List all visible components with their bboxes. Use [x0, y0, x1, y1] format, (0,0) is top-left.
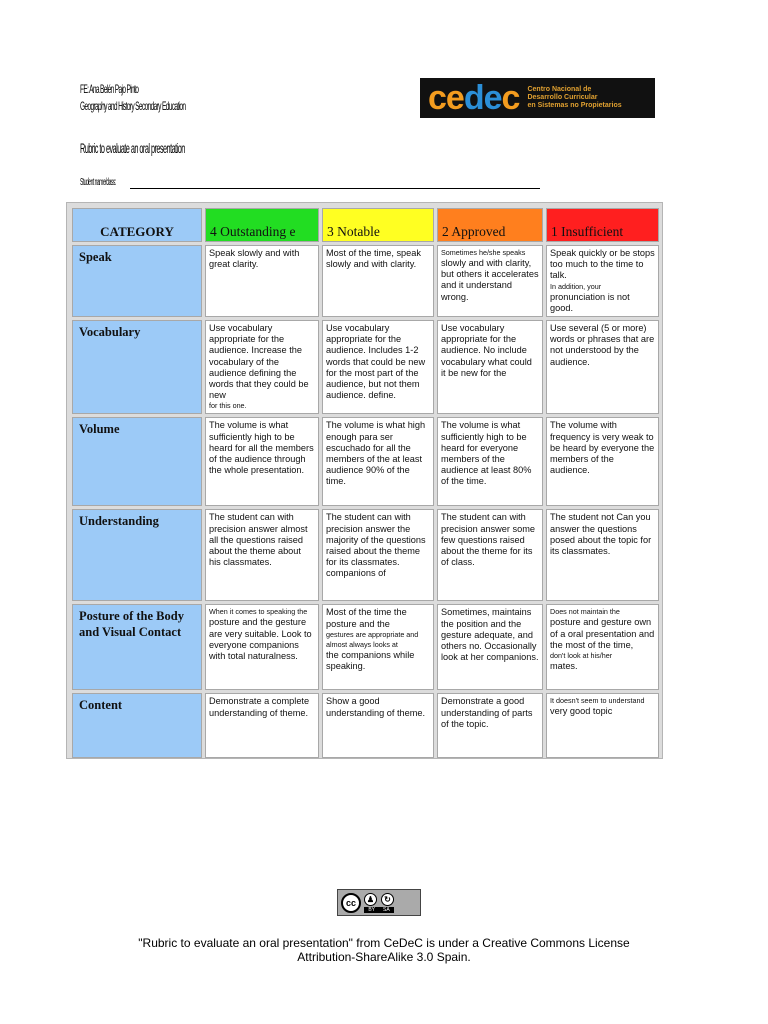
cell-speak-3: Most of the time, speak slowly and with clarity.	[322, 245, 434, 317]
cell-volume-1: The volume with frequency is very weak to be heard by everyone the members of the audience.	[546, 417, 659, 506]
student-label: Student name/class:	[80, 177, 116, 188]
author-line: FE: Ana Belén Pajo Pinto	[80, 82, 139, 96]
cell-posture-4: When it comes to speaking the posture and the gesture are very suitable. Look to everyone companions with total naturalness.	[205, 604, 319, 690]
cell-vocabulary-2: Use vocabulary appropriate for the audience. No include vocabulary what could it be new for the	[437, 320, 543, 414]
category-posture: Posture of the Body and Visual Contact	[72, 604, 202, 690]
student-name-field	[80, 177, 540, 189]
cell-posture-3: Most of the time the posture and the gestures are appropriate and almost always looks at the companions while speaking.	[322, 604, 434, 690]
table-row	[72, 417, 659, 506]
header-level-2: 2 Approved	[437, 208, 543, 242]
cell-content-4: Demonstrate a complete understanding of theme.	[205, 693, 319, 758]
cell-understanding-1: The student not Can you answer the questions posed about the topic for its classmates.	[546, 509, 659, 601]
cedec-logo-word: cedec	[428, 79, 520, 117]
creative-commons-badge[interactable]	[337, 889, 421, 916]
attribution-icon: ♟	[364, 893, 377, 906]
cell-volume-3: The volume is what high enough para ser escuchado for all the members of the at least audience 90% of the time.	[322, 417, 434, 506]
cell-volume-2: The volume is what sufficiently high to be heard for everyone members of the audience at least 80% of the time.	[437, 417, 543, 506]
cell-understanding-4: The student can with precision answer almost all the questions raised about the theme about his classmates.	[205, 509, 319, 601]
cell-understanding-2: The student can with precision answer some few questions raised about the theme for its of class.	[437, 509, 543, 601]
cc-by-label: BY	[368, 906, 375, 913]
table-row	[72, 245, 659, 317]
table-row	[72, 604, 659, 690]
table-row	[72, 320, 659, 414]
rubric-table	[69, 205, 662, 761]
cedec-logo-subtitle: Centro Nacional de Desarrollo Curricular en Sistemas no Propietarios	[527, 86, 622, 109]
cell-vocabulary-1: Use several (5 or more) words or phrases that are not understood by the audience.	[546, 320, 659, 414]
category-understanding: Understanding	[72, 509, 202, 601]
header-level-4: 4 Outstanding e	[205, 208, 319, 242]
cell-content-2: Demonstrate a good understanding of parts of the topic.	[437, 693, 543, 758]
cell-speak-1: Speak quickly or be stops too much to the time to talk. In addition, your pronunciation is not good.	[546, 245, 659, 317]
category-volume: Volume	[72, 417, 202, 506]
cell-volume-4: The volume is what sufficiently high to be heard for all the members of the audience through the whole presentation.	[205, 417, 319, 506]
cell-speak-4: Speak slowly and with great clarity.	[205, 245, 319, 317]
cell-content-3: Show a good understanding of theme.	[322, 693, 434, 758]
cell-understanding-3: The student can with precision answer the majority of the questions raised about the theme for its classmates. companions of	[322, 509, 434, 601]
student-name-line	[130, 188, 540, 189]
header-level-3: 3 Notable	[322, 208, 434, 242]
cell-vocabulary-4: Use vocabulary appropriate for the audience. Increase the vocabulary of the audience defining the words that they could be new for this one.	[205, 320, 319, 414]
cell-posture-1: Does not maintain the posture and gesture own of a oral presentation and the most of the time, don't look at his/her mates.	[546, 604, 659, 690]
page-title: Rubric to evaluate an oral presentation	[80, 140, 185, 156]
cell-speak-2: Sometimes he/she speaks slowly and with clarity, but others it accelerates and it understand wrong.	[437, 245, 543, 317]
category-speak: Speak	[72, 245, 202, 317]
license-text: "Rubric to evaluate an oral presentation" from CeDeC is under a Creative Commons License Attribution-ShareAlike 3.0 Spain.	[138, 936, 630, 964]
share-alike-icon: ↻	[381, 893, 394, 906]
cc-license-icons	[364, 893, 394, 913]
cc-icon: cc	[341, 893, 361, 913]
cedec-logo	[420, 78, 655, 118]
category-content: Content	[72, 693, 202, 758]
table-row	[72, 509, 659, 601]
cell-vocabulary-3: Use vocabulary appropriate for the audience. Includes 1-2 words that could be new for the most part of the audience, but not them audience. define.	[322, 320, 434, 414]
header-level-1: 1 Insufficient	[546, 208, 659, 242]
cell-posture-2: Sometimes, maintains the position and the gesture adequate, and others no. Occasionally look at her companions.	[437, 604, 543, 690]
subject-line: Geography and History Secondary Education	[80, 99, 186, 113]
header-category: CATEGORY	[72, 208, 202, 242]
header-row	[72, 208, 659, 242]
category-vocabulary: Vocabulary	[72, 320, 202, 414]
cell-content-1: It doesn't seem to understand very good topic	[546, 693, 659, 758]
rubric-table-frame	[66, 202, 663, 759]
cc-sa-label: SA	[383, 906, 390, 913]
table-row	[72, 693, 659, 758]
